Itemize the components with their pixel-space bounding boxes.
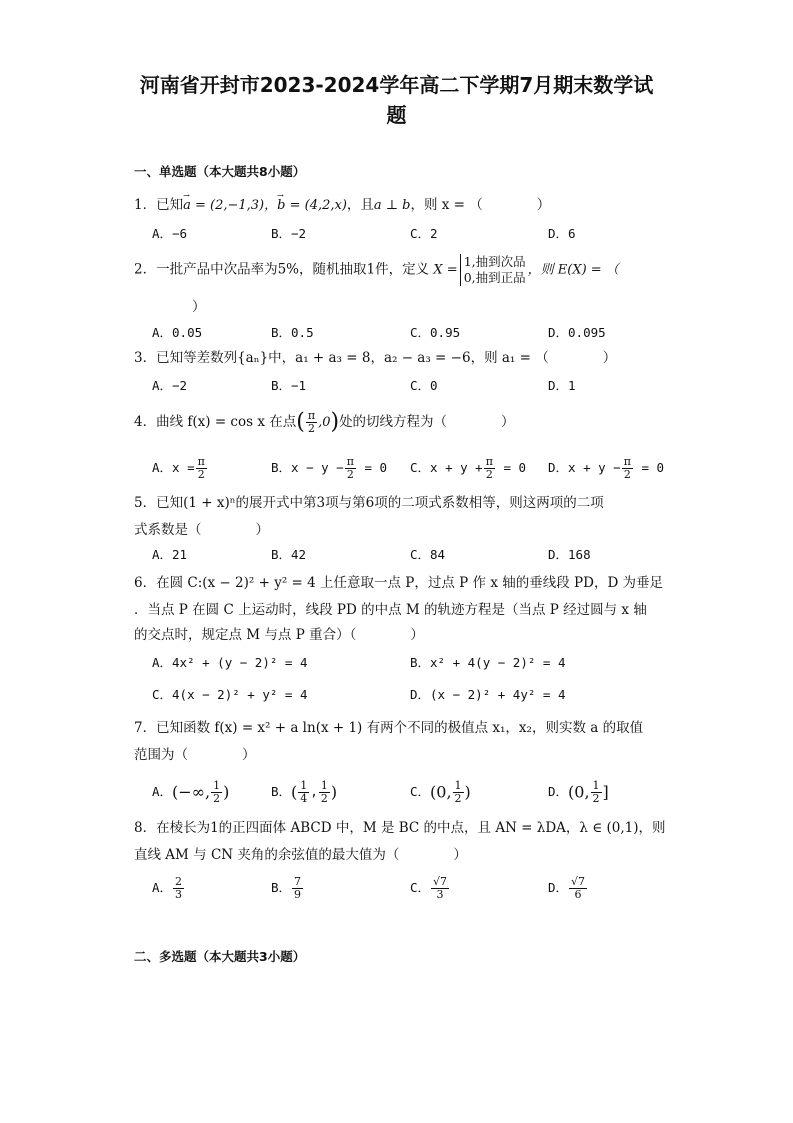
q8-option-b[interactable]: B． $\frac{7}{9}$ (271, 875, 302, 901)
question-3-stem: 3．已知等差数列{aₙ}中，a₁ + a₃ = 8，a₂ − a₃ = −6，则 a₁ = （ ） (134, 350, 617, 366)
q2-option-a[interactable]: A．0.05 (152, 325, 203, 340)
q6-option-a[interactable]: A．4x² + (y − 2)² = 4 (152, 655, 308, 670)
question-6-line-3: 的交点时，规定点 M 与点 P 重合）（ ） (134, 627, 424, 643)
q4-option-c[interactable]: C．x + y + $\frac{\pi}{2}$ = 0 (410, 455, 527, 481)
q7-option-d[interactable]: D．(0, $\frac{1}{2}$ ] (548, 779, 609, 805)
piecewise-brace: 1,抽到次品 0,抽到正品 (460, 254, 526, 286)
q7-option-a[interactable]: A．(−∞, $\frac{1}{2}$ ) (152, 779, 230, 805)
question-6-line-2: ．当点 P 在圆 C 上运动时，线段 PD 的中点 M 的轨迹方程是（当点 P 经过圆与 x 轴 (134, 602, 647, 618)
title-line-1: 河南省开封市2023-2024学年高二下学期7月期末数学试 (139, 73, 654, 97)
q5-option-c[interactable]: C．84 (410, 547, 446, 562)
q4-option-a[interactable]: A．x = $\frac{\pi}{2}$ (152, 455, 205, 481)
q2-option-c[interactable]: C．0.95 (410, 325, 461, 340)
question-1-stem: 1．已知→ a = (2,−1,3)，→ b = (4,2,x)，且a ⊥ b，则 x = （ ） (134, 196, 550, 215)
q8-option-d[interactable]: D． $\frac{√7}{6}$ (548, 875, 586, 901)
q1-option-d[interactable]: D．6 (548, 226, 576, 241)
vector-a: → a (183, 198, 191, 213)
q3-option-c[interactable]: C．0 (410, 378, 438, 393)
q3-option-a[interactable]: A．−2 (152, 378, 188, 393)
vector-b: → b (277, 198, 285, 213)
question-2-paren: ） (192, 299, 206, 315)
q7-option-b[interactable]: B．( $\frac{1}{4}$ , $\frac{1}{2}$ ) (271, 779, 338, 805)
q6-option-d[interactable]: D．(x − 2)² + 4y² = 4 (410, 687, 566, 702)
q4-option-b[interactable]: B．x − y − $\frac{\pi}{2}$ = 0 (271, 455, 388, 481)
question-4-stem: 4．曲线 f(x) = cos x 在点( $\frac{\pi}{2}$ ,0)处的切线方程为（ ） (134, 409, 515, 435)
q5-option-d[interactable]: D．168 (548, 547, 591, 562)
q8-option-c[interactable]: C． $\frac{√7}{3}$ (410, 875, 448, 901)
question-8-line-2: 直线 AM 与 CN 夹角的余弦值的最大值为（ ） (134, 847, 467, 863)
q3-option-d[interactable]: D．1 (548, 378, 576, 393)
q6-option-b[interactable]: B．x² + 4(y − 2)² = 4 (410, 655, 566, 670)
pi-over-2-fraction: $\frac{\pi}{2}$ (307, 409, 316, 435)
q1-option-b[interactable]: B．−2 (271, 226, 307, 241)
q8-option-a[interactable]: A． $\frac{2}{3}$ (152, 875, 183, 901)
section-heading-multiple-choice: 二、多选题（本大题共3小题） (134, 949, 306, 964)
q5-option-b[interactable]: B．42 (271, 547, 307, 562)
section-heading-single-choice: 一、单选题（本大题共8小题） (134, 164, 306, 179)
title-line-2: 题 (386, 103, 407, 127)
question-8-line-1: 8．在棱长为1的正四面体 ABCD 中，M 是 BC 的中点，且 AN = λDA，λ ∈ (0,1)，则 (134, 820, 666, 836)
question-7-line-2: 范围为（ ） (134, 747, 256, 763)
question-7-line-1: 7．已知函数 f(x) = x² + a ln(x + 1) 有两个不同的极值点 x₁，x₂，则实数 a 的取值 (134, 720, 644, 736)
q3-option-b[interactable]: B．−1 (271, 378, 307, 393)
q4-option-d[interactable]: D．x + y − $\frac{\pi}{2}$ = 0 (548, 455, 665, 481)
exam-title (110, 70, 683, 130)
q1-option-c[interactable]: C．2 (410, 226, 438, 241)
q2-option-d[interactable]: D．0.095 (548, 325, 606, 340)
q2-option-b[interactable]: B．0.5 (271, 325, 314, 340)
question-2-stem: 2．一批产品中次品率为5%，随机抽取1件，定义 X = 1,抽到次品 0,抽到正品 ，则 E(X) = （ (134, 254, 619, 285)
question-5-line-2: 式系数是（ ） (134, 522, 269, 538)
q6-option-c[interactable]: C．4(x − 2)² + y² = 4 (152, 687, 308, 702)
q1-option-a[interactable]: A．−6 (152, 226, 188, 241)
q5-option-a[interactable]: A．21 (152, 547, 188, 562)
q7-option-c[interactable]: C．(0, $\frac{1}{2}$ ) (410, 779, 471, 805)
question-5-line-1: 5．已知(1 + x)ⁿ的展开式中第3项与第6项的二项式系数相等，则这两项的二项 (134, 495, 604, 511)
question-6-line-1: 6．在圆 C:(x − 2)² + y² = 4 上任意取一点 P，过点 P 作 x 轴的垂线段 PD，D 为垂足 (134, 575, 664, 591)
